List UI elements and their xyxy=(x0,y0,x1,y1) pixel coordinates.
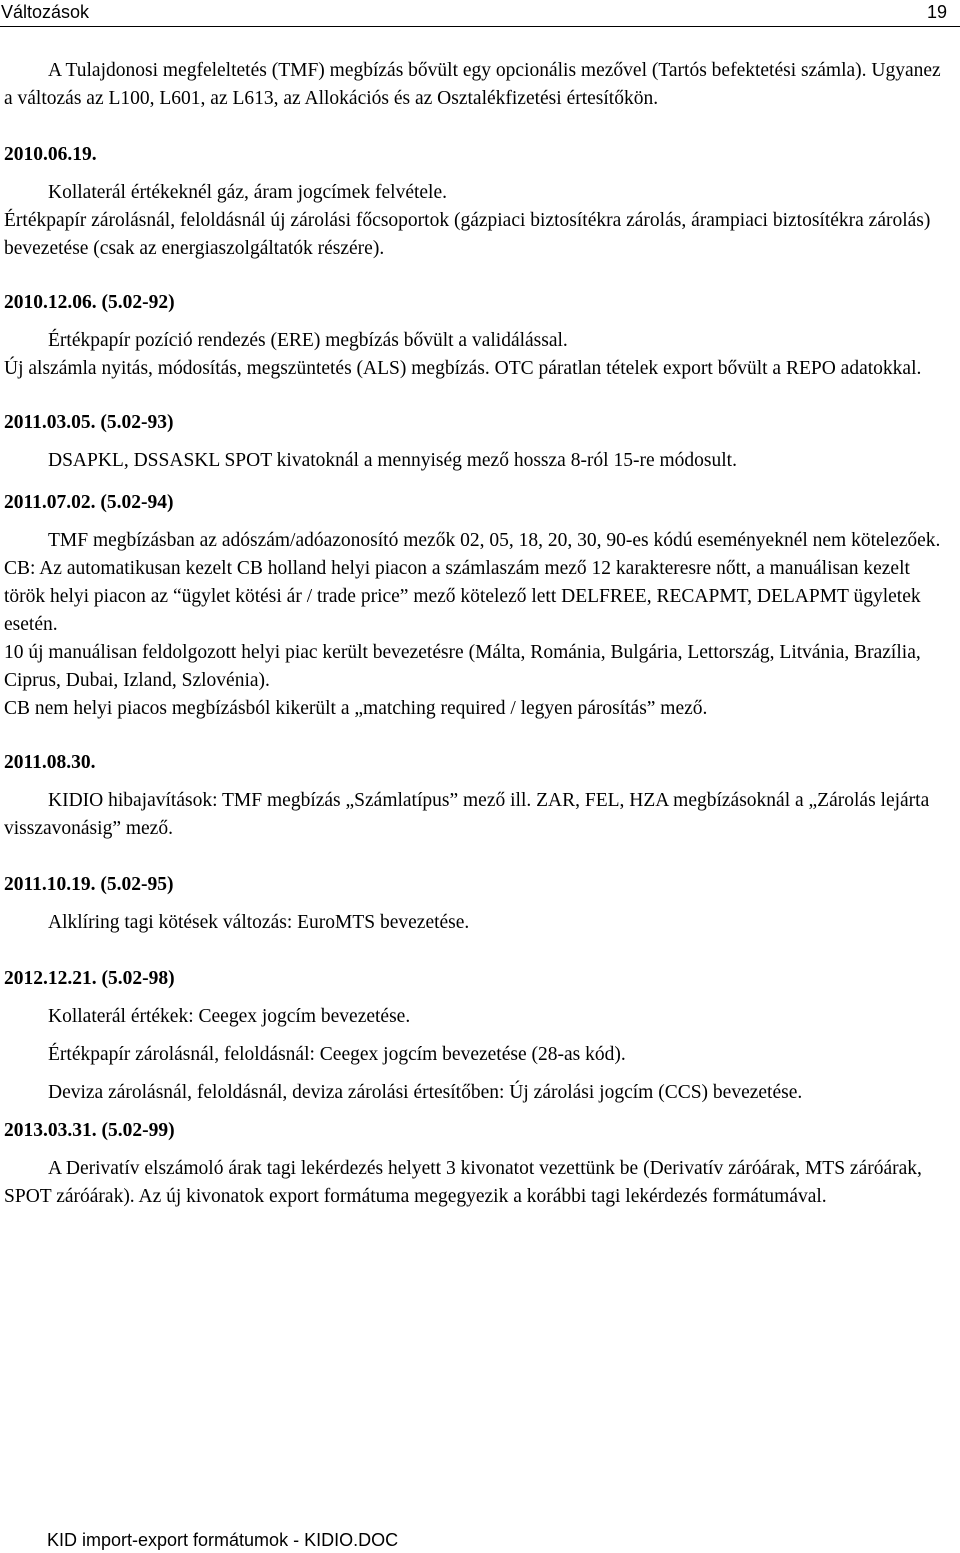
header-title: Változások xyxy=(1,2,90,22)
entry-date: 2011.10.19. (5.02-95) xyxy=(4,874,174,895)
entry-date: 2012.12.21. (5.02-98) xyxy=(4,968,175,989)
entry-date: 2011.08.30. xyxy=(4,752,96,773)
entry-line: KIDIO hibajavítások: TMF megbízás „Számlatípus” mező ill. ZAR, FEL, HZA megbízásoknál a „Zárolás lejárta visszavonásig” mező. xyxy=(4,790,930,839)
intro-paragraph: A Tulajdonosi megfeleltetés (TMF) megbízás bővült egy opcionális mezővel (Tartós befektetési számla). Ugyanez a változás az L100, L601, az L613, az Allokációs és az Osztalékfizetési értesítőkön. xyxy=(4,60,941,109)
entry-line: Értékpapír zárolásnál, feloldásnál új zárolási főcsoportok (gázpiaci biztosítékra zárolás, árampiaci biztosítékra zárolás) bevezetése (csak az energiaszolgáltatók részére). xyxy=(4,210,931,259)
entry-line: CB: Az automatikusan kezelt CB holland helyi piacon a számlaszám mező 12 karakteresre nőtt, a manuálisan kezelt török helyi piacon az “ügylet kötési ár / trade price” mező kötelező lett DELFREE, RECAPMT, DELAPMT ügyletek esetén. xyxy=(4,558,921,635)
entry-line: 10 új manuálisan feldolgozott helyi piac került bevezetésre (Málta, Románia, Bulgária, Lettország, Litvánia, Brazília, Ciprus, Dubai, Izland, Szlovénia). xyxy=(4,642,921,691)
entry-line: CB nem helyi piacos megbízásból kikerült a „matching required / legyen párosítás” mező. xyxy=(4,698,708,719)
page-footer: KID import-export formátumok - KIDIO.DOC xyxy=(47,1530,399,1550)
entry-date: 2010.06.19. xyxy=(4,144,97,165)
entry-line: Kollaterál értékeknél gáz, áram jogcímek felvétele. xyxy=(48,182,447,203)
entry-line: DSAPKL, DSSASKL SPOT kivatoknál a mennyiség mező hossza 8-ról 15-re módosult. xyxy=(48,450,737,471)
page-number: 19 xyxy=(926,2,947,22)
entry-line: Alklíring tagi kötések változás: EuroMTS bevezetése. xyxy=(48,912,470,933)
entry-date: 2011.03.05. (5.02-93) xyxy=(4,412,174,433)
entry-line: TMF megbízásban az adószám/adóazonosító mezők 02, 05, 18, 20, 30, 90-es kódú eseményeknél nem kötelezőek. xyxy=(48,530,941,551)
entry-line: Kollaterál értékek: Ceegex jogcím bevezetése. xyxy=(48,1006,411,1027)
entry-line: Értékpapír pozíció rendezés (ERE) megbízás bővült a validálással. xyxy=(48,330,568,351)
entry-date: 2011.07.02. (5.02-94) xyxy=(4,492,174,513)
entry-line: Új alszámla nyitás, módosítás, megszüntetés (ALS) megbízás. OTC páratlan tételek export bővült a REPO adatokkal. xyxy=(4,358,922,379)
entry-date: 2010.12.06. (5.02-92) xyxy=(4,292,175,313)
entry-line: Deviza zárolásnál, feloldásnál, deviza zárolási értesítőben: Új zárolási jogcím (CCS) bevezetése. xyxy=(48,1082,803,1103)
entry-date: 2013.03.31. (5.02-99) xyxy=(4,1120,175,1141)
page-header xyxy=(0,0,960,27)
document-body xyxy=(4,57,950,1211)
entry-line: A Derivatív elszámoló árak tagi lekérdezés helyett 3 kivonatot vezettünk be (Derivatív záróárak, MTS záróárak, SPOT záróárak). Az új kivonatok export formátuma megegyezik a korábbi tagi lekérdezés formátumával. xyxy=(4,1158,922,1207)
entry-line: Értékpapír zárolásnál, feloldásnál: Ceegex jogcím bevezetése (28-as kód). xyxy=(48,1044,626,1065)
